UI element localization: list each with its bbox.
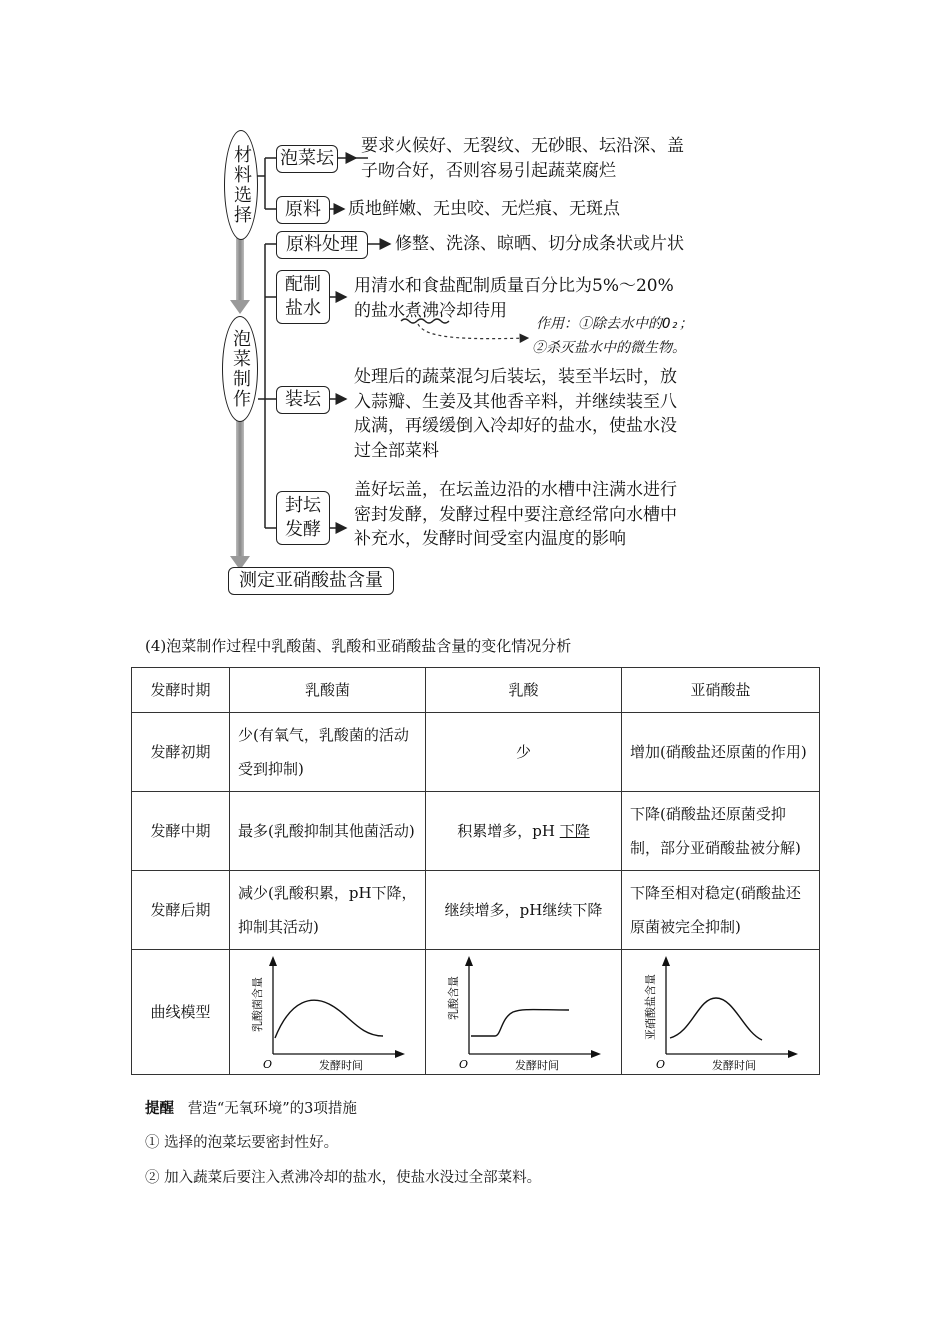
curve-acid	[439, 952, 609, 1072]
stage-measure-nitrite-label: 测定亚硝酸盐含量	[239, 570, 383, 591]
seal-ferment-desc: 盖好坛盖，在坛盖边沿的水槽中注满水进行 密封发酵，发酵过程中要注意经常向水槽中 补充水，发酵时间受室内温度的影响	[354, 480, 677, 549]
prepare-brine-desc: 用清水和食盐配制质量百分比为5%～20% 的盐水煮沸冷却待用	[354, 276, 674, 321]
node-load-jar	[276, 386, 330, 414]
svg-text:乳酸菌含量: 乳酸菌含量	[250, 977, 264, 1032]
load-jar-desc: 处理后的蔬菜混匀后装坛，装至半坛时，放 入蒜瓣、生姜及其他香辛料，并继续装至八 成满，再缓缓倒入冷却好的盐水，使盐水没 过全部菜料	[354, 367, 677, 461]
header-bacteria: 乳酸菌	[230, 668, 426, 713]
node-seal-ferment: 封坛 发酵	[276, 491, 330, 545]
node-material-processing	[276, 231, 368, 259]
reminder-label: 提醒	[145, 1100, 174, 1117]
section-title: (4)泡菜制作过程中乳酸菌、乳酸和亚硝酸盐含量的变化情况分析	[145, 637, 572, 655]
svg-text:O: O	[262, 1058, 272, 1071]
stage-material-selection	[224, 130, 258, 240]
header-period: 发酵时期	[132, 668, 230, 713]
stage-pickle-making-label: 泡菜制作	[230, 329, 251, 409]
node-pickle-jar	[276, 145, 338, 173]
curve-nitrite	[636, 952, 806, 1072]
svg-text:亚硝酸盐含量: 亚硝酸盐含量	[643, 974, 657, 1040]
node-raw-material	[276, 196, 330, 224]
node-raw-material-label: 原料	[285, 199, 321, 220]
reminder-item-1: ① 选择的泡菜坛要密封性好。	[145, 1135, 339, 1151]
raw-material-desc: 质地鲜嫩、无虫咬、无烂痕、无斑点	[348, 199, 620, 219]
reminder-heading: 提醒 营造“无氧环境”的3项措施	[145, 1100, 357, 1117]
node-pickle-jar-label: 泡菜坛	[280, 148, 334, 169]
table-row: 发酵后期 减少(乳酸积累，pH下降，抑制其活动) 继续增多，pH继续下降 下降至相对稳定(硝酸盐还原菌被完全抑制)	[132, 871, 820, 950]
table-header-row	[132, 668, 820, 713]
svg-text:发酵时间: 发酵时间	[318, 1059, 363, 1072]
curve-bacteria	[243, 952, 413, 1072]
svg-text:乳酸含量: 乳酸含量	[446, 976, 460, 1020]
table-row: 发酵中期 最多(乳酸抑制其他菌活动) 积累增多，pH 下降 下降(硝酸盐还原菌受抑制，部分亚硝酸盐被分解)	[132, 792, 820, 871]
node-prepare-brine: 配制 盐水	[276, 270, 330, 324]
material-processing-desc: 修整、洗涤、晾晒、切分成条状或片状	[395, 234, 684, 254]
node-load-jar-label: 装坛	[285, 389, 321, 410]
curve-row-label: 曲线模型	[132, 950, 230, 1075]
stage-measure-nitrite	[228, 567, 394, 595]
reminder-item-2: ② 加入蔬菜后要注入煮沸冷却的盐水，使盐水没过全部菜料。	[145, 1170, 542, 1186]
node-material-processing-label: 原料处理	[286, 234, 358, 255]
svg-text:发酵时间: 发酵时间	[711, 1059, 756, 1072]
svg-text:发酵时间: 发酵时间	[514, 1059, 559, 1072]
pickle-jar-desc: 要求火候好、无裂纹、无砂眼、坛沿深、盖 子吻合好，否则容易引起蔬菜腐烂	[361, 136, 684, 181]
brine-handwritten-note: 作用：①除去水中的O₂； ②杀灭盐水中的微生物。	[532, 316, 693, 356]
svg-text:O: O	[458, 1058, 468, 1071]
fermentation-table	[131, 667, 820, 1075]
table-row-curves	[132, 950, 820, 1075]
table-row: 发酵初期 少(有氧气，乳酸菌的活动受到抑制) 少 增加(硝酸盐还原菌的作用)	[132, 713, 820, 792]
svg-text:O: O	[655, 1058, 665, 1071]
header-nitrite: 亚硝酸盐	[622, 668, 820, 713]
header-acid: 乳酸	[426, 668, 622, 713]
stage-pickle-making	[222, 316, 258, 422]
stage-material-selection-label: 材料选择	[231, 145, 252, 225]
